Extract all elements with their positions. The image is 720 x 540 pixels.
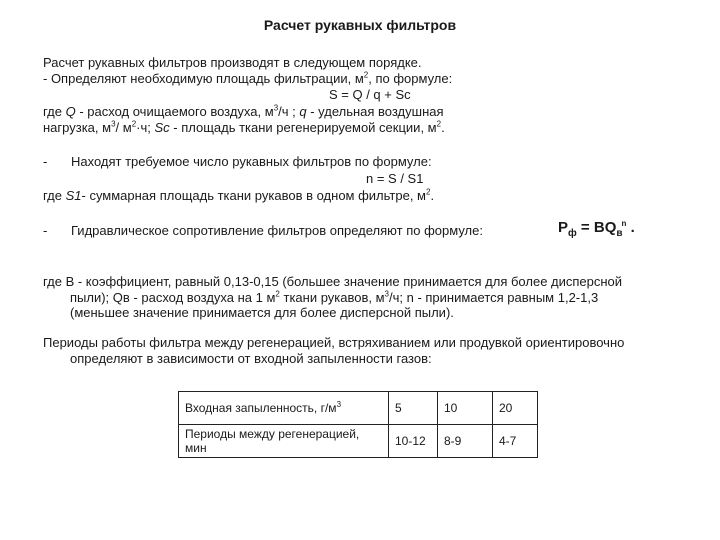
table-row <box>179 392 538 425</box>
step2-bullet: - <box>43 154 48 169</box>
page-title: Расчет рукавных фильтров <box>263 17 457 33</box>
formula-count: n = S / S1 <box>366 171 424 186</box>
intro-line-1: Расчет рукавных фильтров производят в следующем порядке. <box>43 55 422 70</box>
formula-area: S = Q / q + Sс <box>329 87 411 102</box>
step2-text: Находят требуемое число рукавных фильтров по формуле: <box>71 154 432 169</box>
table-cell: 10 <box>438 392 493 425</box>
step2-where: где S1- суммарная площадь ткани рукавов в одном фильтре, $м^2$. <box>43 187 435 203</box>
where-line-2: нагрузка, $м^3/$ $м^2\cdot ч$; Sc - площадь ткани регенерируемой секции, $м^2$. <box>43 119 445 135</box>
where3-line-1: где В - коэффициент, равный 0,13-0,15 (большее значение принимается для более дисперсной <box>43 274 623 289</box>
periods-line-1: Периоды работы фильтра между регенерацией, встряхиванием или продувкой ориентировочно <box>43 335 625 350</box>
where-line-1: где Q - расход очищаемого воздуха, $м^3/ч$ ; q - удельная воздушная <box>43 103 444 119</box>
where3-line-2: пыли); Qв - расход воздуха на 1 $м^2$ ткани рукавов, $м^3/ч$; n - принимается равным 1,2-1,3 <box>70 289 599 305</box>
table-row <box>179 425 538 458</box>
step3-bullet: - <box>43 223 48 238</box>
formula-resistance: $P_ф = BQ_в^n$ . <box>558 219 635 239</box>
table-cell-label: Периоды между регенерацией, мин <box>179 425 389 458</box>
table-cell-label: Входная запыленность, $г/м^3$ <box>179 392 389 425</box>
periods-line-2: определяют в зависимости от входной запыленности газов: <box>70 351 432 366</box>
table-cell: 5 <box>389 392 438 425</box>
table-cell: 10-12 <box>389 425 438 458</box>
table-cell: 8-9 <box>438 425 493 458</box>
where3-line-3: (меньшее значение принимается для более дисперсной пыли). <box>70 305 454 320</box>
step3-text: Гидравлическое сопротивление фильтров определяют по формуле: <box>71 223 483 238</box>
table-cell: 4-7 <box>493 425 538 458</box>
table-cell: 20 <box>493 392 538 425</box>
regeneration-table <box>178 391 538 458</box>
intro-line-2: - Определяют необходимую площадь фильтрации, $м^2$, по формуле: <box>43 70 453 86</box>
